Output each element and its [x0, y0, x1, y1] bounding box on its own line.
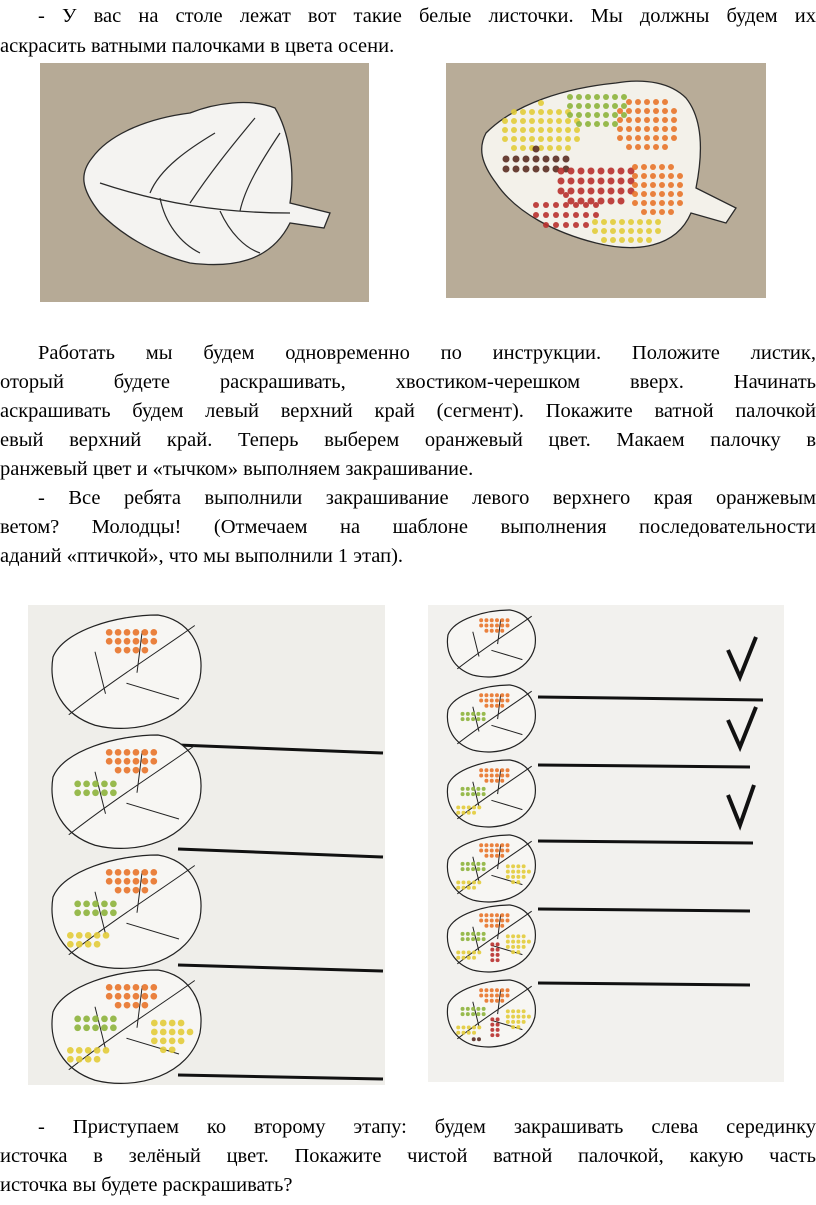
white-leaf-illustration [40, 63, 369, 302]
para2-line-4: евый верхний край. Теперь выберем оранжевый цвет. Макаем палочку в [0, 429, 816, 451]
photo-white-leaf [40, 63, 369, 302]
photo-dotted-leaf [446, 63, 766, 298]
para2-line-8: аданий «птичкой», что мы выполнили 1 этап). [0, 545, 404, 567]
para3-line-1: - Приступаем ко второму этапу: будем закрашивать слева серединку [38, 1116, 816, 1138]
para3-line-2: источка в зелёный цвет. Покажите чистой ватной палочкой, какую часть [0, 1145, 816, 1167]
para2-line-2: оторый будете раскрашивать, хвостиком-черешком вверх. Начинать [0, 371, 816, 393]
para2-line-1: Работать мы будем одновременно по инструкции. Положите листик, [38, 342, 816, 364]
sequence-checked-illustration [428, 605, 784, 1082]
para2-line-5: ранжевый цвет и «тычком» выполняем закрашивание. [0, 458, 474, 480]
para3-line-3: источка вы будете раскрашивать? [0, 1174, 293, 1196]
para2-line-6: - Все ребята выполнили закрашивание левого верхнего края оранжевым [38, 487, 816, 509]
para1-line-2: аскрасить ватными палочками в цвета осени. [0, 35, 395, 57]
para1-line-1: - У вас на столе лежат вот такие белые листочки. Мы должны будем их [38, 5, 816, 27]
photo-sequence-template [28, 605, 385, 1085]
dotted-leaf-illustration [446, 63, 766, 298]
sequence-template-illustration [28, 605, 385, 1085]
photo-sequence-checked [428, 605, 784, 1082]
para2-line-3: аскрашивать будем левый верхний край (сегмент). Покажите ватной палочкой [0, 400, 816, 422]
para2-line-7: ветом? Молодцы! (Отмечаем на шаблоне выполнения последовательности [0, 516, 816, 538]
